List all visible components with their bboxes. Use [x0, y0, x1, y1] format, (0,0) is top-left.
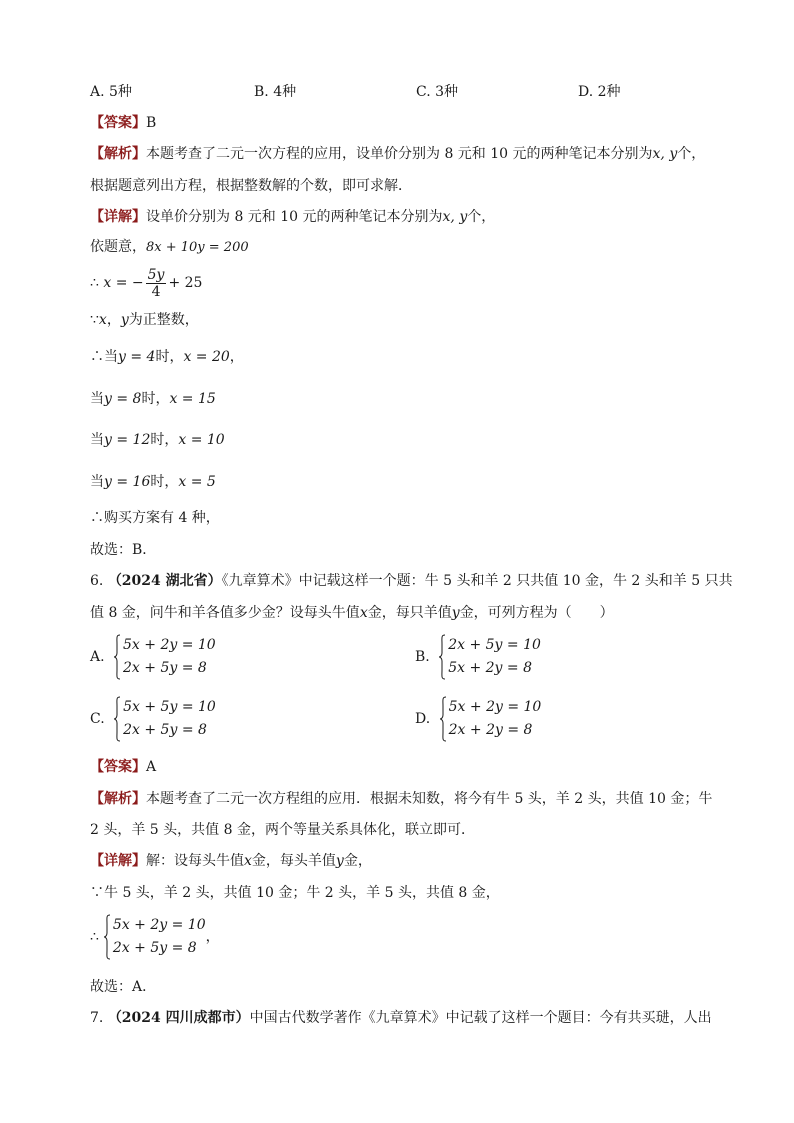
analysis-text: 本题考查了二元一次方程的应用，设单价分别为 8 元和 10 元的两种笔记本分别为 [146, 146, 653, 162]
q5-case-2 [90, 389, 216, 409]
brace-icon [103, 914, 111, 960]
q7-stem-line-1 [90, 1008, 712, 1028]
q5-step-3 [90, 310, 199, 330]
option-label: C. [90, 711, 105, 727]
question-number: 6. [90, 573, 104, 589]
case-mid: 时， [150, 432, 179, 448]
stem-text: 值 8 金，问牛和羊各值多少金？设每头牛值 [90, 605, 360, 621]
step-text: 为正整数， [128, 312, 199, 328]
q5-option-d: D. 2种 [578, 84, 621, 100]
answer-tag: 【答案】 [90, 115, 146, 131]
q5-case-4 [90, 472, 216, 492]
q5-option-a: A. 5种 [90, 84, 132, 100]
case-condition: y = 8 [104, 391, 142, 407]
equation-system [438, 634, 541, 680]
var-y: y [335, 853, 344, 869]
case-mid: 时， [150, 474, 179, 490]
q6-detail-line-2: ∵牛 5 头，羊 2 头，共值 10 金；牛 2 头，羊 5 头，共值 8 金， [90, 885, 500, 901]
q6-option-b [415, 634, 541, 680]
case-result: x = 15 [169, 391, 216, 407]
q5-choose: 故选：B． [90, 542, 157, 558]
q5-conclusion: ∴购买方案有 4 种， [90, 510, 220, 526]
case-prefix: 当 [90, 432, 104, 448]
q5-option-b: B. 4种 [254, 84, 297, 100]
var-y: y [451, 605, 460, 621]
brace-icon [113, 696, 121, 742]
answer-value: B [146, 115, 157, 131]
case-end: ， [229, 349, 244, 365]
step-rhs: + 25 [168, 275, 203, 291]
equation-system [113, 634, 216, 680]
brace-icon [438, 634, 446, 680]
equation-row: 5x + 2y = 10 [448, 699, 542, 715]
q5-step-1 [90, 237, 249, 258]
equation-row: 5x + 5y = 10 [123, 699, 216, 715]
case-result: x = 5 [178, 474, 216, 490]
analysis-text: 本题考查了二元一次方程组的应用．根据未知数，将今有牛 5 头，羊 2 头，共值 10 金；牛 [146, 791, 713, 807]
therefore-symbol: ∴ [90, 275, 99, 291]
fraction [146, 267, 167, 300]
case-prefix: ∴当 [90, 349, 118, 365]
therefore-symbol: ∴ [90, 929, 99, 945]
step-lhs: x = − [103, 275, 144, 291]
fraction-denominator: 4 [151, 283, 161, 300]
q5-step-2 [90, 266, 202, 300]
q6-detail-line-3 [90, 914, 220, 960]
case-result: x = 10 [178, 432, 225, 448]
q5-option-c: C. 3种 [416, 84, 459, 100]
equation-system [103, 914, 206, 960]
detail-math: x, y [442, 209, 468, 225]
equation-row: 5x + 2y = 10 [112, 917, 206, 933]
var-x: x [244, 853, 252, 869]
case-condition: y = 16 [104, 474, 151, 490]
equation-row: 5x + 2y = 10 [123, 637, 216, 653]
step-text: 依题意， [90, 239, 146, 255]
detail-text: 金，每头羊值 [251, 853, 336, 869]
because-symbol: ∵ [90, 312, 99, 328]
equation-row: 2x + 5y = 8 [123, 722, 207, 738]
option-label: B. [415, 649, 430, 665]
q6-option-a [90, 634, 216, 680]
equation-row: 2x + 5y = 8 [123, 660, 207, 676]
q6-analysis-line-1 [90, 789, 712, 809]
detail-text: 解：设每头牛值 [146, 853, 244, 869]
q6-detail-line-1 [90, 851, 372, 871]
comma: ， [106, 312, 121, 328]
answer-value: A [146, 759, 157, 775]
q6-answer [90, 757, 156, 777]
brace-icon [439, 696, 447, 742]
comma: ， [205, 929, 220, 945]
case-result: x = 20 [183, 349, 230, 365]
case-mid: 时， [155, 349, 184, 365]
equation: 8x + 10y = 200 [146, 240, 249, 255]
q5-answer [90, 113, 156, 133]
q6-option-c [90, 696, 216, 742]
question-stem: 中国古代数学著作《九章算术》中记载了这样一个题目：今有共买琎，人出 [249, 1010, 712, 1026]
equation-row: 2x + 5y = 8 [112, 940, 197, 956]
question-source: （2024 四川成都市） [107, 1010, 250, 1026]
q6-stem-line-1 [90, 571, 733, 591]
detail-text-end: 个， [467, 209, 496, 225]
question-number: 7. [90, 1010, 104, 1026]
question-stem: 《九章算术》中记载这样一个题：牛 5 头和羊 2 只共值 10 金，牛 2 头和羊 5 只共 [221, 573, 733, 589]
detail-tag: 【详解】 [90, 209, 146, 225]
q5-analysis-line-2: 根据题意列出方程，根据整数解的个数，即可求解． [90, 178, 412, 194]
fraction-numerator: 5y [147, 266, 165, 283]
stem-text: 金，每只羊值 [367, 605, 452, 621]
var-y: y [120, 312, 129, 328]
case-mid: 时， [141, 391, 170, 407]
equation-row: 2x + 2y = 8 [448, 722, 533, 738]
detail-tag: 【详解】 [90, 853, 146, 869]
var-x: x [98, 312, 107, 328]
analysis-tag: 【解析】 [90, 791, 146, 807]
q6-choose: 故选：A． [90, 979, 157, 995]
analysis-math: x, y [652, 146, 678, 162]
equation-system [439, 696, 542, 742]
case-condition: y = 4 [118, 349, 156, 365]
question-source: （2024 湖北省） [107, 573, 222, 589]
option-label: D. [415, 711, 431, 727]
analysis-tag: 【解析】 [90, 146, 146, 162]
equation-system [113, 696, 216, 742]
q5-case-1 [90, 347, 244, 367]
q5-analysis-line-1 [90, 144, 705, 164]
option-label: A. [90, 649, 105, 665]
case-condition: y = 12 [104, 432, 151, 448]
case-prefix: 当 [90, 474, 104, 490]
q6-analysis-line-2: 2 头，羊 5 头，共值 8 金，两个等量关系具体化，联立即可． [90, 822, 475, 838]
var-x: x [359, 605, 368, 621]
q5-case-3 [90, 430, 225, 450]
q6-option-d [415, 696, 541, 742]
brace-icon [113, 634, 121, 680]
equation-row: 5x + 2y = 8 [448, 660, 532, 676]
detail-text: 设单价分别为 8 元和 10 元的两种笔记本分别为 [146, 209, 443, 225]
q6-stem-line-2 [90, 603, 614, 623]
answer-tag: 【答案】 [90, 759, 146, 775]
equation-row: 2x + 5y = 10 [448, 637, 541, 653]
q5-detail-line-1 [90, 207, 495, 227]
analysis-text-end: 个， [677, 146, 706, 162]
detail-text: 金， [343, 853, 372, 869]
case-prefix: 当 [90, 391, 104, 407]
stem-text: 金，可列方程为（ ） [459, 605, 614, 621]
